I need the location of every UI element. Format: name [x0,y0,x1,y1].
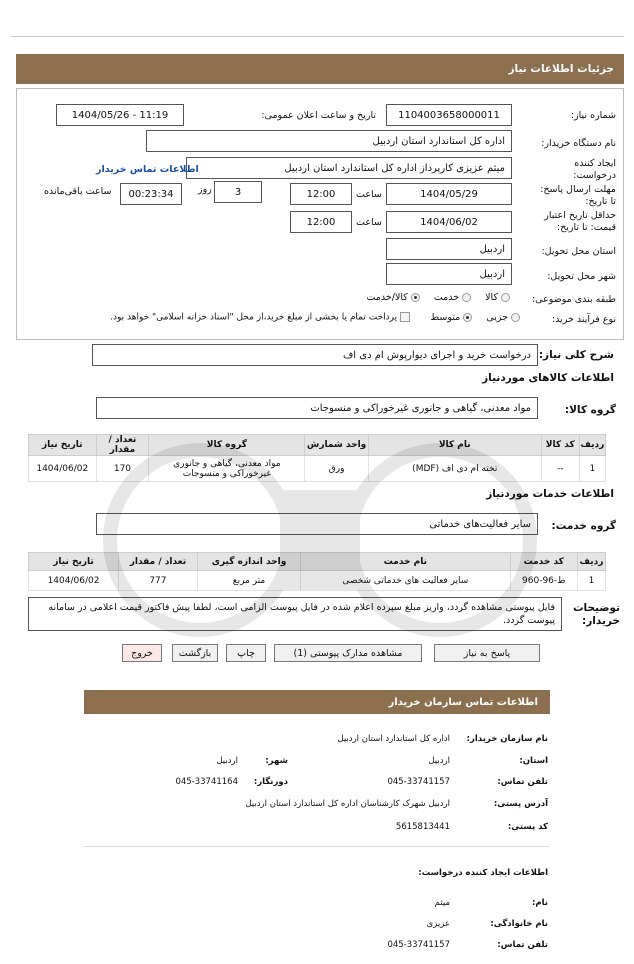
services-cell: متر مربع [197,571,300,591]
summary-field: درخواست خرید و اجرای دیوارپوش ام دی اف [92,344,538,366]
watermark-logo [80,430,560,650]
province-label: استان محل تحویل: [541,246,616,257]
goods-cell: -- [541,456,579,482]
deadline-time-field[interactable]: 12:00 [290,183,352,205]
exit-button[interactable]: خروج [122,644,162,662]
city-field: اردبیل [386,263,512,285]
creator-field: میثم عزیزی کارپرداز اداره کل استاندارد استان اردبیل [186,157,512,179]
contact-city-label: شهر: [265,756,288,766]
back-button[interactable]: بازگشت [172,644,218,662]
services-col-date: تاریخ نیاز [29,553,119,571]
contact-address-label: آدرس پستی: [493,799,548,809]
services-cell: 777 [119,571,198,591]
contact-divider [84,846,550,847]
creator-first-name: میثم [434,898,450,908]
goods-cell: مواد معدنی، گیاهی و جانوری غیرخوراکی و منسوجات [149,456,305,482]
creator-phone-label: تلفن تماس: [497,940,548,950]
notes-field: فایل پیوستی مشاهده گردد، واریز مبلغ سپرده اعلام شده در فایل پیوست الزامی است، لطفا پیش فاکتور قیمت اعلامی در سامانه پیوست گردد. [28,597,562,631]
contact-postal: 5615813441 [395,822,450,832]
deadline-time-label: ساعت [356,189,382,200]
province-field: اردبیل [386,238,512,260]
remaining-field: 00:23:34 [120,183,182,205]
services-section-title: اطلاعات خدمات موردنیاز [486,488,614,500]
goods-col-qty: تعداد / مقدار [96,435,149,456]
city-label: شهر محل تحویل: [547,271,616,282]
goods-col-date: تاریخ نیاز [29,435,97,456]
goods-cell: 1404/06/02 [29,456,97,482]
goods-cell: تخته ام دی اف (MDF) [368,456,541,482]
buyer-contact-link[interactable]: اطلاعات تماس خریدار [96,164,199,175]
goods-col-unit: واحد شمارش [305,435,368,456]
notes-label: توضیحات خریدار: [572,602,620,627]
creator-info-title: اطلاعات ایجاد کننده درخواست: [418,868,548,878]
contact-title: اطلاعات تماس سازمان خریدار [84,690,550,714]
services-cell: ط-96-960 [510,571,577,591]
radio-selected-icon [463,313,472,322]
category-label: طبقه بندی موضوعی: [531,294,616,305]
services-cell: 1 [577,571,605,591]
contact-org-label: نام سازمان خریدار: [466,734,548,744]
services-col-name: نام خدمت [301,553,510,571]
creator-label: ایجاد کننده درخواست: [573,158,616,181]
goods-group-field: مواد معدنی، گیاهی و جانوری غیرخوراکی و منسوجات [96,397,538,419]
creator-last-name: عزیزی [426,919,450,929]
reply-button[interactable]: پاسخ به نیاز [434,644,540,662]
goods-section-title: اطلاعات کالاهای موردنیاز [482,372,614,384]
remaining-label: ساعت باقی‌مانده [44,186,112,197]
contact-province: اردبیل [428,756,450,766]
creator-last-name-label: نام خانوادگی: [490,919,548,929]
goods-col-code: کد کالا [541,435,579,456]
services-col-qty: تعداد / مقدار [119,553,198,571]
attachments-button[interactable]: مشاهده مدارک پیوستی (1) [274,644,422,662]
contact-phone-label: تلفن تماس: [497,777,548,787]
category-option-service[interactable]: خدمت [434,292,471,303]
category-option-goods[interactable]: کالا [485,292,510,303]
validity-time-field[interactable]: 12:00 [290,211,352,233]
need-number-label: شماره نیاز: [570,110,616,121]
creator-phone: 045-33741157 [387,940,450,950]
payment-checkbox[interactable] [400,312,410,322]
radio-icon [462,293,471,302]
category-radios [320,292,510,303]
goods-col-row: ردیف [579,435,605,456]
goods-cell: ورق [305,456,368,482]
buyer-org-label: نام دستگاه خریدار: [541,138,616,149]
top-rule [10,36,624,37]
deadline-label: مهلت ارسال پاسخ: تا تاریخ: [540,184,616,207]
process-label: نوع فرآیند خرید: [551,314,616,325]
services-cell: سایر فعالیت های خدماتی شخصی [301,571,510,591]
services-cell: 1404/06/02 [29,571,119,591]
buyer-org-field: اداره کل استاندارد استان اردبیل [146,130,512,152]
contact-org: اداره کل استاندارد استان اردبیل [337,734,450,744]
services-col-unit: واحد اندازه گیری [197,553,300,571]
category-option-both[interactable]: کالا/خدمت [366,292,419,303]
contact-province-label: استان: [519,756,548,766]
validity-date-field[interactable]: 1404/06/02 [386,211,512,233]
announce-field: 1404/05/26 - 11:19 [56,104,184,126]
page-title: جزئیات اطلاعات نیاز [16,54,624,84]
summary-label: شرح کلی نیاز: [538,349,614,361]
payment-note: پرداخت تمام یا بخشی از مبلغ خرید،از محل "اسناد خزانه اسلامی" خواهد بود. [52,312,410,323]
days-field: 3 [214,181,262,203]
contact-fax-label: دورنگار: [253,777,288,787]
contact-phone: 045-33741157 [387,777,450,787]
radio-icon [511,313,520,322]
creator-first-name-label: نام: [531,898,548,908]
radio-icon [501,293,510,302]
print-button[interactable]: چاپ [226,644,266,662]
goods-group-label: گروه کالا: [564,404,616,416]
contact-postal-label: کد پستی: [507,822,548,832]
deadline-date-field[interactable]: 1404/05/29 [386,183,512,205]
goods-col-group: گروه کالا [149,435,305,456]
contact-address: اردبیل شهرک کارشناسان اداره کل استاندارد استان اردبیل [245,799,450,809]
process-radios [420,312,520,323]
services-group-label: گروه خدمت: [551,520,616,532]
goods-col-name: نام کالا [368,435,541,456]
services-col-row: ردیف [577,553,605,571]
services-col-code: کد خدمت [510,553,577,571]
days-label: روز [198,184,212,195]
process-option-minor[interactable]: جزیی [486,312,520,323]
goods-cell: 170 [96,456,149,482]
announce-label: تاریخ و ساعت اعلان عمومی: [261,110,376,121]
radio-selected-icon [411,293,420,302]
services-group-field: سایر فعالیت‌های خدماتی [96,513,538,535]
need-number-field: 1104003658000011 [386,104,512,126]
process-option-medium[interactable]: متوسط [430,312,472,323]
validity-time-label: ساعت [356,217,382,228]
validity-label: حداقل تاریخ اعتبار قیمت: تا تاریخ: [544,210,616,233]
contact-city: اردبیل [216,756,238,766]
goods-cell: 1 [579,456,605,482]
contact-fax: 045-33741164 [175,777,238,787]
